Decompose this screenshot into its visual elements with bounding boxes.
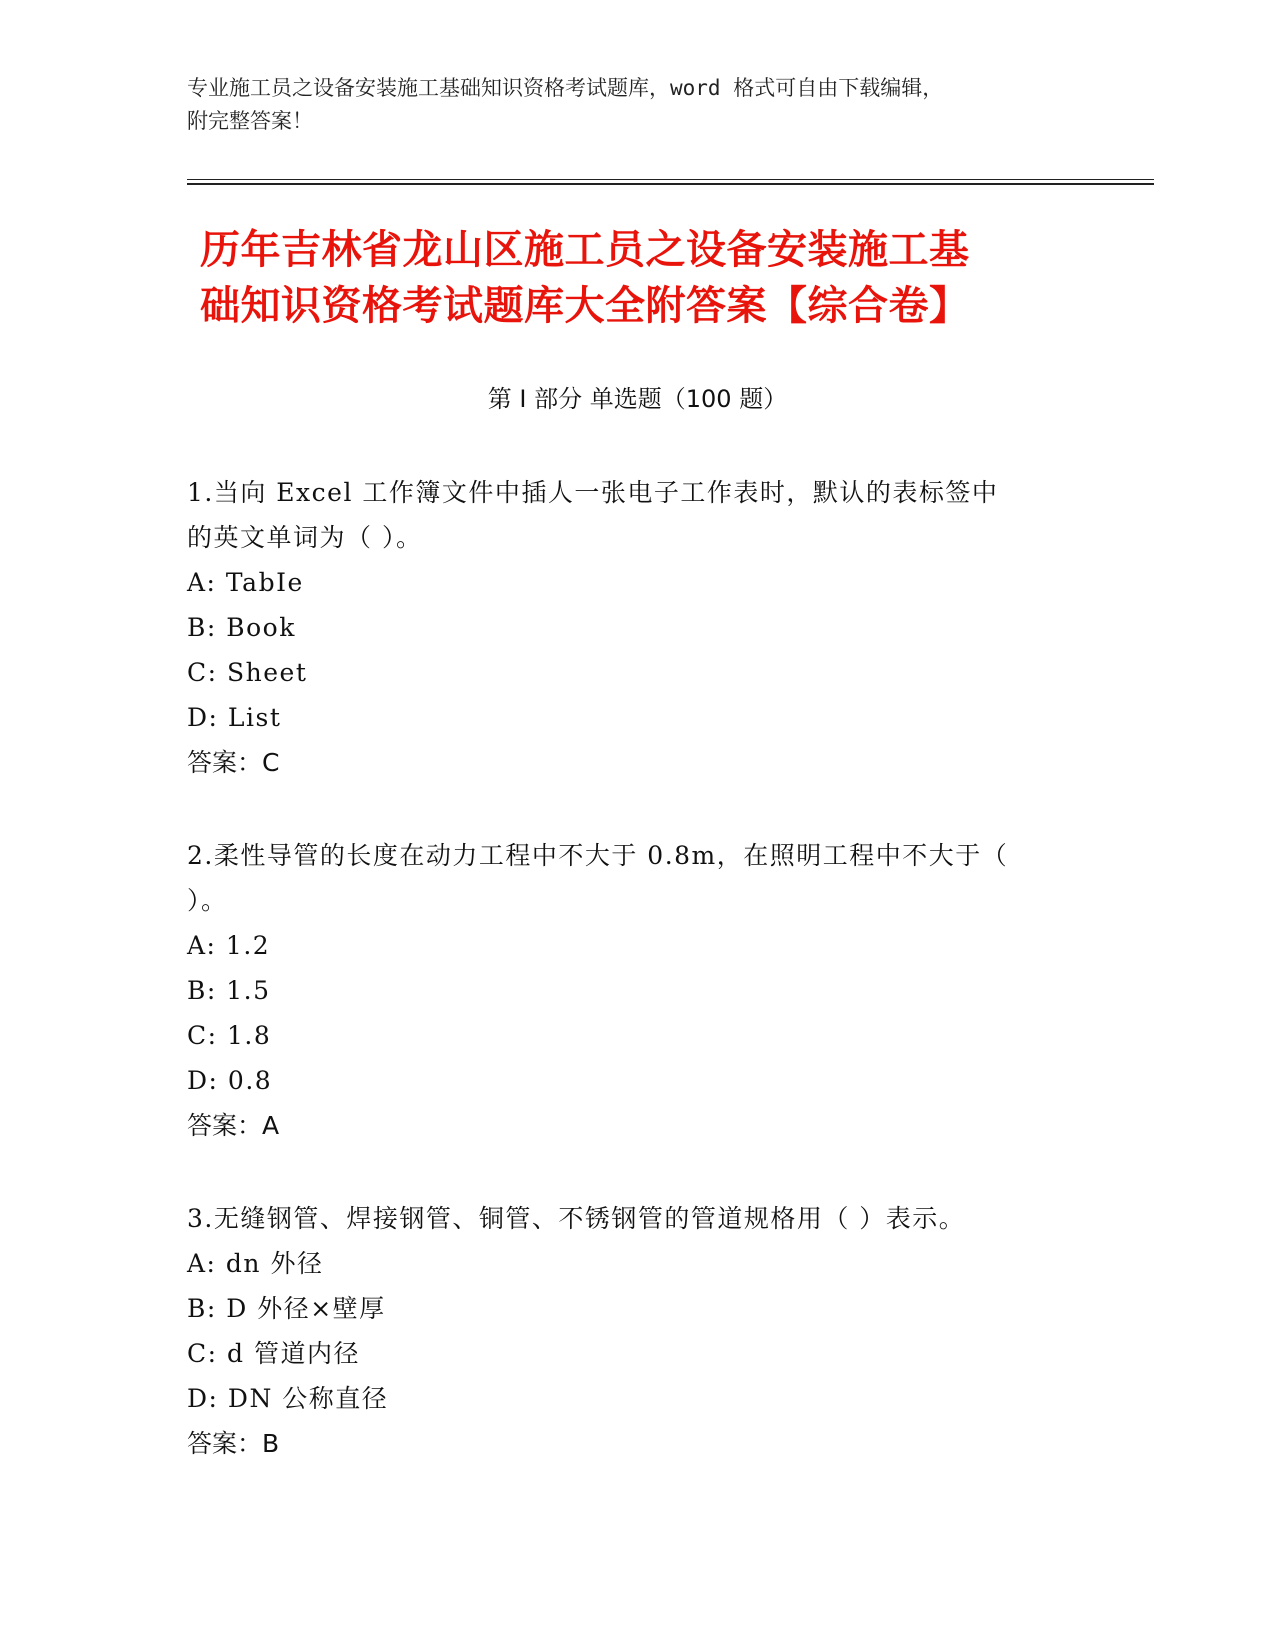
header-note-line-1: 专业施工员之设备安装施工基础知识资格考试题库，word 格式可自由下载编辑， bbox=[187, 76, 944, 100]
header-divider-bottom bbox=[187, 183, 1154, 185]
option-b: B: D 外径×壁厚 bbox=[187, 1294, 386, 1323]
section-heading: 第 I 部分 单选题（100 题） bbox=[487, 385, 788, 413]
option-d: D: DN 公称直径 bbox=[187, 1384, 389, 1413]
option-c: C: d 管道内径 bbox=[187, 1339, 360, 1368]
answer: 答案：A bbox=[187, 1111, 280, 1140]
question-stem-line-1: 3.无缝钢管、焊接钢管、铜管、不锈钢管的管道规格用（ ）表示。 bbox=[187, 1204, 966, 1233]
header-note bbox=[187, 72, 1087, 138]
document-title-line-2: 础知识资格考试题库大全附答案【综合卷】 bbox=[200, 283, 970, 329]
header-note-line-2: 附完整答案！ bbox=[187, 109, 313, 133]
question-stem-line-2: 的英文单词为（ ）。 bbox=[187, 523, 423, 552]
question-stem-line-1: 1.当向 Excel 工作簿文件中插人一张电子工作表时，默认的表标签中 bbox=[187, 478, 999, 507]
option-a: A: TabIe bbox=[187, 568, 304, 597]
answer: 答案：B bbox=[187, 1429, 280, 1458]
question-stem-line-2: ）。 bbox=[187, 886, 228, 915]
header-divider-top bbox=[187, 179, 1154, 180]
document-title-line-1: 历年吉林省龙山区施工员之设备安装施工基 bbox=[200, 227, 970, 273]
option-d: D: List bbox=[187, 703, 282, 732]
answer: 答案：C bbox=[187, 748, 280, 777]
option-b: B: 1.5 bbox=[187, 976, 271, 1005]
option-b: B: Book bbox=[187, 613, 296, 642]
option-a: A: 1.2 bbox=[187, 931, 271, 960]
option-a: A: dn 外径 bbox=[187, 1249, 324, 1278]
option-c: C: Sheet bbox=[187, 658, 308, 687]
document-title bbox=[200, 222, 1100, 334]
question-1 bbox=[187, 470, 1087, 785]
question-3 bbox=[187, 1196, 1087, 1466]
question-stem-line-1: 2.柔性导管的长度在动力工程中不大于 0.8m，在照明工程中不大于（ bbox=[187, 841, 1009, 870]
question-2 bbox=[187, 833, 1087, 1148]
option-d: D: 0.8 bbox=[187, 1066, 273, 1095]
option-c: C: 1.8 bbox=[187, 1021, 272, 1050]
